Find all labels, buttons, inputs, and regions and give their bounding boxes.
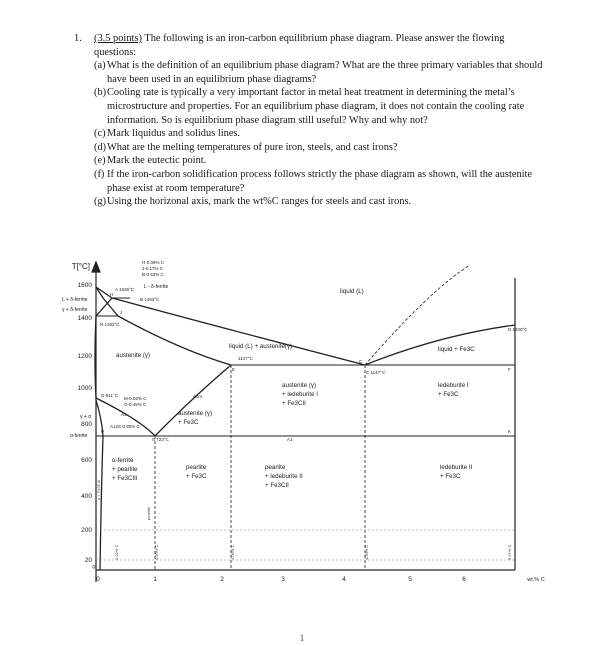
- x-tick: 6: [462, 576, 466, 583]
- side-label: γ + α: [80, 414, 92, 420]
- svg-text:+ Fe3C: + Fe3C: [438, 391, 459, 398]
- region-ledeburite1: [438, 382, 469, 398]
- comp-m: M-0.02% C: [124, 396, 147, 401]
- region-aus-fe3c: [178, 410, 212, 426]
- side-label: L + δ-ferrite: [62, 297, 88, 303]
- point-letter: K: [508, 429, 512, 434]
- note-h: H-0.09% C: [142, 260, 165, 265]
- question-part: (e) Mark the eutectic point.: [94, 155, 207, 167]
- question-part: (a) What is the definition of an equilibrium phase diagram? What are the three primary variables that should have been used in an equilibrium phase diagrams?: [94, 60, 543, 85]
- page-number: 1: [299, 633, 305, 643]
- y-tick: 400: [81, 493, 92, 500]
- region-alpha-pearlite: [112, 457, 138, 482]
- point-letter: Acm: [193, 394, 202, 399]
- temp-b: B 1493°C: [140, 297, 160, 302]
- x-axis-label: wt.% C: [527, 577, 545, 583]
- svg-text:ledeburite II: ledeburite II: [440, 464, 473, 471]
- region-liquid: liquid (L): [340, 288, 364, 295]
- region-pearlite1: [186, 464, 207, 480]
- svg-text:ledeburite I: ledeburite I: [438, 382, 469, 389]
- svg-text:+ Fe3C: + Fe3C: [440, 473, 461, 480]
- region-pearlite-led: [265, 464, 303, 489]
- temp-d: D 1320°C: [508, 327, 528, 332]
- region-liquid-austenite: liquid (L) + austenite(γ): [229, 343, 293, 350]
- point-letter: P: [101, 429, 105, 434]
- point-letter: A1: [287, 437, 293, 442]
- y-axis-label: T[°C]: [71, 262, 90, 271]
- vnote: pearlite: [146, 506, 151, 520]
- temp-c: C 1147°C: [366, 370, 386, 375]
- phase-diagram: [0, 250, 604, 590]
- svg-text:austenite (γ): austenite (γ): [282, 382, 317, 389]
- svg-text:pearlite: pearlite: [186, 464, 207, 471]
- side-label: α-ferrite: [70, 433, 88, 439]
- x-tick: 3: [281, 576, 285, 583]
- y-tick: 1600: [77, 282, 92, 289]
- temp-s: S 723°C: [152, 437, 169, 442]
- question-part: (b) Cooling rate is typically a very important factor in metal heat treatment in determining the metal’s microstructure and properties. For an equilibrium phase diagram, it does not contain the cooling rate information. So is equilibrium phase diagram still useful? Why and why not?: [94, 87, 525, 126]
- region-austenite: austenite (γ): [116, 352, 151, 359]
- x-tick: 4: [342, 576, 346, 583]
- comp-s: S-0.80% C: [118, 424, 140, 429]
- cd-liquidus: [365, 325, 515, 365]
- y-tick: 600: [81, 457, 92, 464]
- y-tick: 1400: [77, 315, 92, 322]
- vnote: α + Fe3CIII: [96, 480, 101, 500]
- vnote: 4.30% C: [364, 544, 369, 560]
- point-letter: C: [359, 359, 363, 364]
- svg-text:α-ferrite: α-ferrite: [112, 457, 134, 464]
- y-tick: 200: [81, 527, 92, 534]
- svg-text:+ pearlite: + pearlite: [112, 466, 138, 473]
- x-tick: 1: [153, 576, 157, 583]
- svg-text:+ Fe3CIII: + Fe3CIII: [112, 475, 138, 482]
- svg-text:+ Fe3CII: + Fe3CII: [265, 482, 289, 489]
- y-tick: 20: [84, 557, 92, 564]
- note-j: J-0.17% C: [142, 266, 164, 271]
- question-number: 1.: [74, 33, 82, 44]
- pq-solvus: [100, 436, 103, 570]
- temp-1147: 1147°C: [238, 356, 253, 361]
- temp-n: N 1392°C: [100, 322, 120, 327]
- point-letter: E: [232, 367, 236, 372]
- region-liquid-fe3c: liquid + Fe3C: [438, 346, 475, 353]
- point-letter: J: [120, 310, 123, 315]
- temp-g: G 911°C: [101, 393, 118, 398]
- question-points: (3.5 points): [94, 33, 142, 44]
- note-b: B-0.53% C: [142, 272, 164, 277]
- region-aus-led: [282, 382, 318, 407]
- question-intro-text: The following is an iron-carbon equilibrium phase diagram. Please answer the flowing questions:: [94, 33, 505, 58]
- x-tick: 2: [220, 576, 224, 583]
- svg-text:+ Fe3CII: + Fe3CII: [282, 400, 306, 407]
- vnote: 2.06% C: [230, 544, 235, 560]
- comp-o: O-0.45% C: [124, 402, 147, 407]
- svg-text:+ ledeburite II: + ledeburite II: [265, 473, 303, 480]
- point-letter: F: [508, 367, 511, 372]
- question-part: (f) If the iron-carbon solidification process follows strictly the phase diagram as shown, will the austenite phase exist at room temperature?: [94, 168, 533, 194]
- question-block: [74, 32, 544, 209]
- region-ledeburite2: [440, 464, 473, 480]
- x-tick: 5: [408, 576, 412, 583]
- y-tick: 1200: [77, 353, 92, 360]
- vnote: 0.80% C: [154, 544, 159, 560]
- question-part: (g) Using the horizonal axis, mark the wt%C ranges for steels and cast irons.: [94, 196, 412, 208]
- vnote: 0.02% C: [114, 544, 119, 560]
- vnote: 6.67% C: [507, 544, 512, 560]
- svg-text:austenite (γ): austenite (γ): [178, 410, 213, 417]
- y-tick: 1000: [77, 385, 92, 392]
- question-parts: [94, 59, 544, 209]
- y-axis-arrow: [92, 262, 100, 272]
- svg-text:pearlite: pearlite: [265, 464, 286, 471]
- y-tick: 800: [81, 421, 92, 428]
- question-intro: [94, 32, 544, 59]
- svg-text:+ Fe3C: + Fe3C: [178, 419, 199, 426]
- question-part: (c) Mark liquidus and solidus lines.: [94, 128, 241, 140]
- x-tick: 0: [96, 576, 100, 583]
- svg-text:+ Fe3C: + Fe3C: [186, 473, 207, 480]
- point-letter: A12: [110, 424, 119, 429]
- point-letter: Q: [92, 564, 96, 569]
- svg-text:+ ledeburite I: + ledeburite I: [282, 391, 318, 398]
- point-letter: A3: [121, 412, 127, 417]
- region-l-delta: L - δ-ferrite: [144, 284, 169, 290]
- point-letter: H: [110, 292, 114, 297]
- temp-a: A 1536°C: [115, 287, 135, 292]
- question-part: (d) What are the melting temperatures of pure iron, steels, and cast irons?: [94, 141, 398, 153]
- side-label: γ + δ-ferrite: [62, 307, 88, 313]
